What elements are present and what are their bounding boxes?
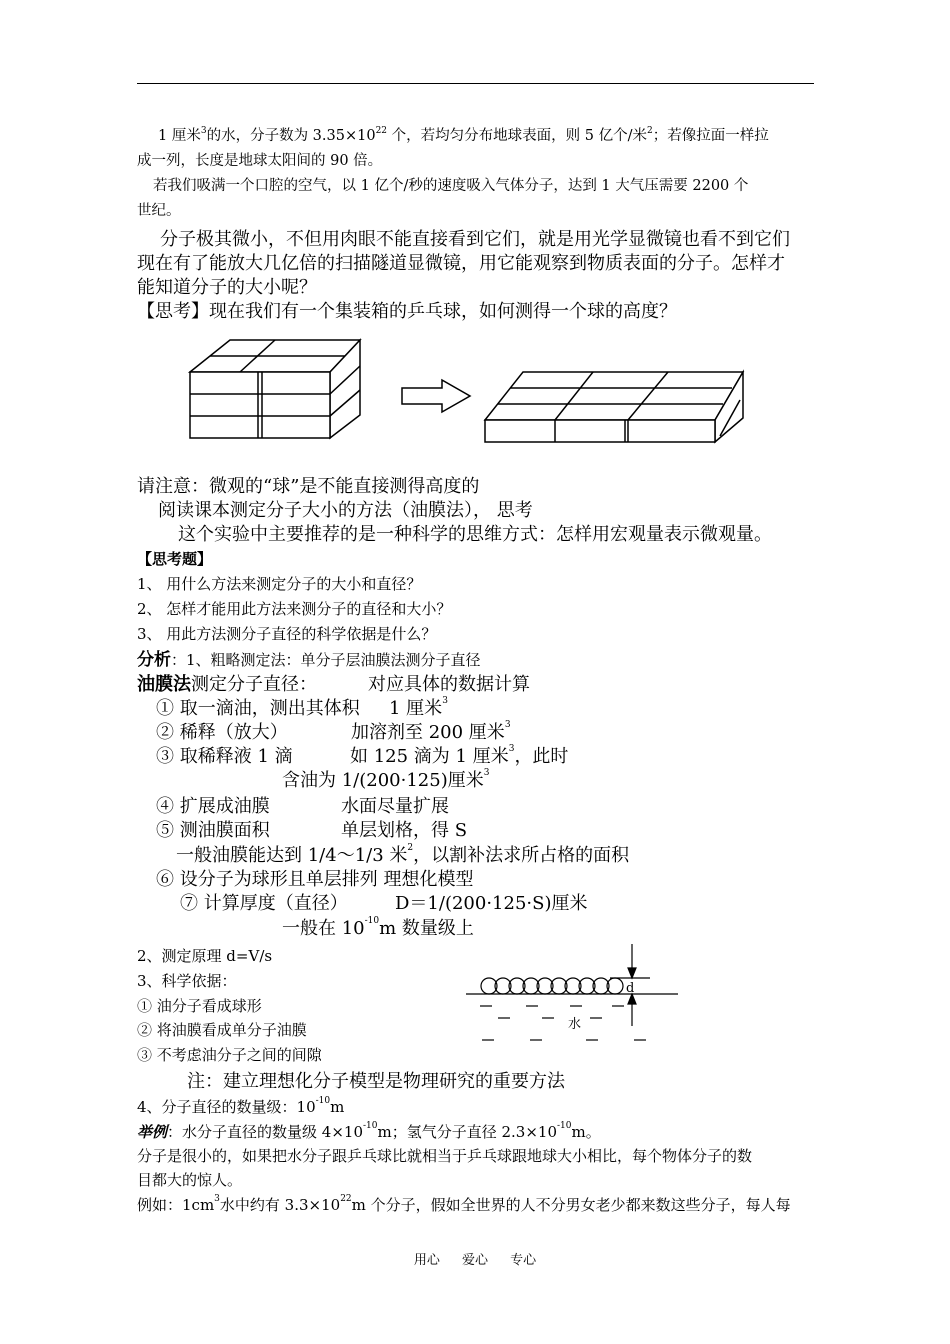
recommend-line: 这个实验中主要推荐的是一种科学的思维方式：怎样用宏观量表示微观量。 [178, 524, 772, 545]
step-1: ① 取一滴油，测出其体积 [156, 698, 360, 719]
step-4: ④ 扩展成油膜 [156, 796, 270, 817]
step-3-note: 含油为 1/(200·125)厘米$^3$ [282, 768, 490, 791]
page-footer: 用心 爱心 专心 [413, 1253, 537, 1268]
notice-line: 请注意：微观的“球”是不能直接测得高度的 [137, 476, 480, 497]
box-stack-diagram [180, 330, 760, 450]
paragraph-line: 能知道分子的大小呢？ [137, 277, 317, 298]
paragraph-line: 例如：$1cm^3$水中约有 $3.3\times 10^{22}m$ 个分子，假如全世界的人不分男女老少都来数这些分子，每人每 [137, 1194, 791, 1214]
header-rule [137, 83, 814, 84]
step-5-note: 一般油膜能达到 1/4～1/3 米$^2$，以割补法求所占格的面积 [176, 843, 630, 866]
paragraph-line: 成一列，长度是地球太阳间的 90 倍。 [137, 153, 383, 169]
paragraph-line: 现在有了能放大几亿倍的扫描隧道显微镜，用它能观察到物质表面的分子。怎样才 [137, 253, 785, 274]
question-3: 3、 用此方法测分子直径的科学依据是什么？ [137, 625, 437, 643]
basis-3: ③ 不考虑油分子之间的间隙 [137, 1046, 322, 1064]
step-5: ⑤ 测油膜面积 [156, 820, 270, 841]
principle-line: 2、测定原理 d=V/s [137, 947, 273, 965]
example-line: 举例：水分子直径的数量级 $4\times 10^{-10}m$；氢气分子直径 $2.3\times 10^{-10}m$。 [137, 1121, 601, 1141]
step-2-value: 加溶剂至 200 厘米$^3$ [351, 720, 511, 743]
step-3-value: 如 125 滴为 1 厘米$^3$，此时 [350, 744, 569, 767]
read-line: 阅读课本测定分子大小的方法（油膜法）， 思考 [158, 500, 533, 521]
step-7-note: 一般在 $10^{-10}m$ 数量级上 [282, 916, 474, 939]
basis-2: ② 将油膜看成单分子油膜 [137, 1021, 307, 1039]
paragraph-line: 目都大的惊人。 [137, 1171, 243, 1189]
paragraph-line: 1 厘米$^3$的水，分子数为 $3.35\times 10^{22}$ 个，若均匀分布地球表面，则 5 亿个/米$^2$；若像拉面一样拉 [158, 126, 769, 144]
paragraph-line: 若我们吸满一个口腔的空气，以 1 亿个/秒的速度吸入气体分子，达到 1 大气压需要 2200 个 [153, 178, 749, 194]
oil-method-title: 油膜法测定分子直径： [137, 674, 317, 695]
paragraph-line: 分子极其微小，不但用肉眼不能直接看到它们，就是用光学显微镜也看不到它们 [160, 229, 790, 250]
step-3: ③ 取稀释液 1 滴 [156, 746, 293, 767]
step-1-value: 1 厘米$^3$ [389, 696, 448, 719]
diagram-label-water: 水 [568, 1017, 582, 1032]
step-5-value: 单层划格，得 S [341, 820, 468, 841]
note-line: 注：建立理想化分子模型是物理研究的重要方法 [187, 1071, 565, 1092]
think-prompt: 【思考】现在我们有一个集装箱的乒乓球，如何测得一个球的高度？ [137, 301, 677, 322]
step-4-value: 水面尽量扩展 [341, 796, 449, 817]
basis-title: 3、科学依据： [137, 972, 237, 990]
oil-method-right: 对应具体的数据计算 [368, 674, 530, 695]
step-7: ⑦ 计算厚度（直径） [180, 893, 348, 914]
magnitude-line: 4、分子直径的数量级：$10^{-10}m$ [137, 1096, 345, 1116]
paragraph-line: 分子是很小的，如果把水分子跟乒乓球比就相当于乒乓球跟地球大小相比，每个物体分子的数 [137, 1147, 753, 1165]
analysis-line: 分析：1、粗略测定法：单分子层油膜法测分子直径 [137, 650, 481, 670]
step-6: ⑥ 设分子为球形且单层排列 理想化模型 [156, 869, 474, 890]
oil-film-diagram [462, 940, 682, 1050]
step-2: ② 稀释（放大） [156, 722, 288, 743]
paragraph-line: 世纪。 [137, 203, 181, 219]
questions-title: 【思考题】 [137, 550, 213, 568]
diagram-label-d: d [626, 981, 635, 996]
step-7-value: D＝1/(200·125·S)厘米 [395, 893, 588, 914]
basis-1: ① 油分子看成球形 [137, 997, 262, 1015]
question-1: 1、 用什么方法来测定分子的大小和直径？ [137, 575, 422, 593]
question-2: 2、 怎样才能用此方法来测分子的直径和大小？ [137, 600, 452, 618]
